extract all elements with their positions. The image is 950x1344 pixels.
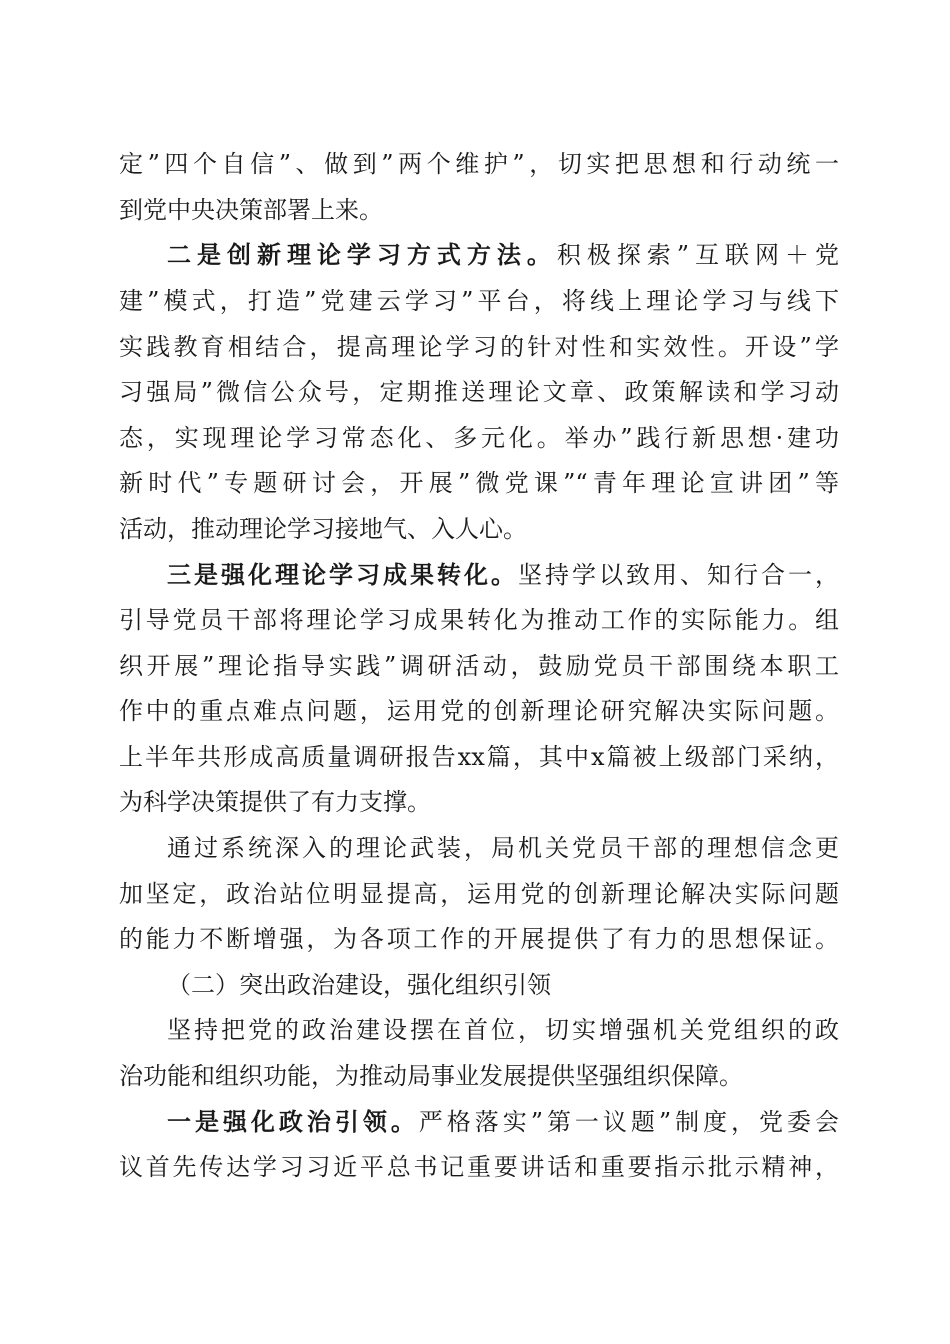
line-text: 的能力不断增强，为各项工作的开展提供了有力的思想保证。 [119, 925, 839, 953]
line-text: 到党中央决策部署上来。 [119, 196, 383, 224]
text-line [119, 872, 839, 916]
line-text: 坚持把党的政治建设摆在首位，切实增强机关党组织的政 [167, 1016, 839, 1044]
text-line [119, 416, 839, 460]
line-text: 议首先传达学习习近平总书记重要讲话和重要指示批示精神， [119, 1153, 839, 1181]
line-text: 态，实现理论学习常态化、多元化。举办”践行新思想·建功 [119, 424, 839, 452]
line-text: 新时代”专题研讨会，开展”微党课”“青年理论宣讲团”等 [119, 469, 839, 497]
line-text: 上半年共形成高质量调研报告xx篇，其中x篇被上级部门采纳， [119, 743, 839, 771]
line-text: 加坚定，政治站位明显提高，运用党的创新理论解决实际问题 [119, 880, 839, 908]
line-text: 作中的重点难点问题，运用党的创新理论研究解决实际问题。 [119, 697, 839, 725]
line-text: 定”四个自信”、做到”两个维护”，切实把思想和行动统一 [119, 150, 839, 178]
text-line [119, 142, 839, 186]
text-line [119, 780, 839, 824]
section-heading-text: （二）突出政治建设，强化组织引领 [167, 971, 551, 999]
line-text: 活动，推动理论学习接地气、入人心。 [119, 515, 527, 543]
paragraph-lead: 一是强化政治引领。 [167, 1107, 419, 1136]
line-text: 习强局”微信公众号，定期推送理论文章、政策解读和学习动 [119, 378, 839, 406]
text-line [119, 325, 839, 369]
text-line [119, 598, 839, 642]
paragraph-lead: 三是强化理论学习成果转化。 [167, 560, 518, 589]
text-line [119, 461, 839, 505]
text-line [119, 689, 839, 733]
paragraph-first-line [167, 233, 839, 277]
line-text: 坚持学以致用、知行合一， [518, 561, 839, 589]
text-line [119, 507, 839, 551]
text-line [119, 370, 839, 414]
text-line [119, 188, 839, 232]
line-text: 引导党员干部将理论学习成果转化为推动工作的实际能力。组 [119, 606, 839, 634]
line-text: 通过系统深入的理论武装，局机关党员干部的理想信念更 [167, 834, 839, 862]
line-text: 积极探索”互联网＋党 [556, 241, 839, 269]
text-line [119, 279, 839, 323]
text-line [119, 644, 839, 688]
paragraph-first-line [167, 553, 839, 597]
line-text: 为科学决策提供了有力支撑。 [119, 788, 431, 816]
paragraph-lead: 二是创新理论学习方式方法。 [167, 240, 557, 269]
line-text: 严格落实”第一议题”制度，党委会 [418, 1108, 839, 1136]
paragraph-first-line [167, 826, 839, 870]
line-text: 实践教育相结合，提高理论学习的针对性和实效性。开设”学 [119, 333, 839, 361]
text-line [119, 735, 839, 779]
paragraph-first-line [167, 1008, 839, 1052]
line-text: 建”模式，打造”党建云学习”平台，将线上理论学习与线下 [119, 287, 839, 315]
text-line [119, 917, 839, 961]
line-text: 治功能和组织功能，为推动局事业发展提供坚强组织保障。 [119, 1062, 743, 1090]
section-heading [167, 963, 839, 1007]
text-line [119, 1054, 839, 1098]
paragraph-first-line [167, 1100, 839, 1144]
text-line [119, 1145, 839, 1189]
line-text: 织开展”理论指导实践”调研活动，鼓励党员干部围绕本职工 [119, 652, 839, 680]
